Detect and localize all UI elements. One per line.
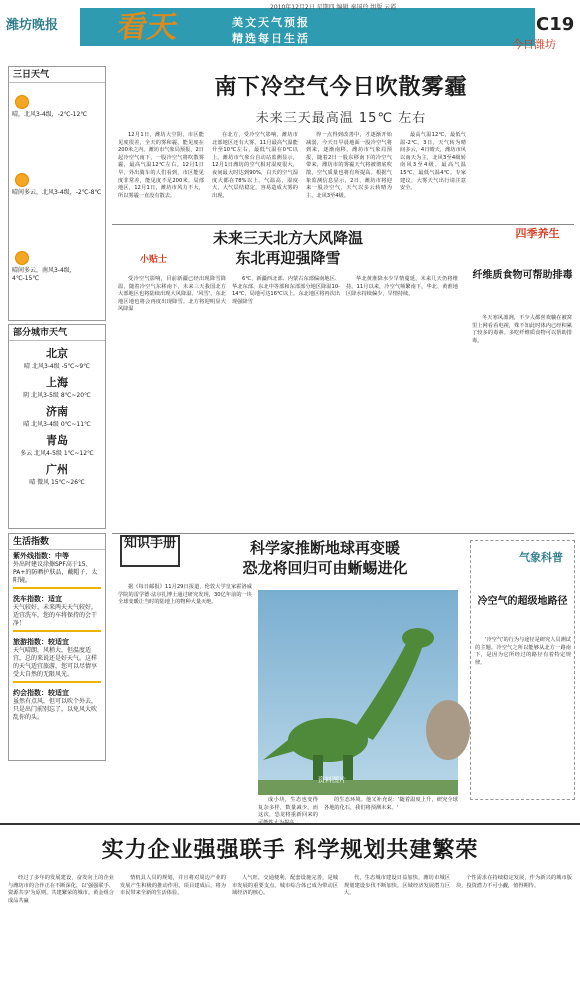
bottom-col-3: 人气旺，交通便利，配套设施完善，是城市发展的重要支点。城市综合体已成为带动区域经济的核心。 xyxy=(232,875,338,897)
dateline: 2010年12月2日 星期四 编辑 秦国玲 组版 云霞 xyxy=(270,4,397,11)
bottom-col-1: 经过了多年的发展建设，奋发向上的企业与潍坊市的合作正在不断深化，以'强强联手、资源共享'为原则，共建繁荣的城市。黄金组合成品共赢 xyxy=(8,875,114,904)
health-headline: 纤维质食物可帮助排毒 xyxy=(472,270,573,281)
sci-headline-block xyxy=(190,538,460,578)
sunny-cloudy-icon xyxy=(15,173,29,187)
sci-col-1: 据《每日邮报》11月29日报道，伦敦大学皇家霍洛威学院的雷学德·法尔扎博士通过研究发现，30亿年前的一块全球变暖让当时的陆地上的物种大量灭绝。 xyxy=(118,584,252,606)
bottom-headline: 实力企业强强联手 科学规划共建繁荣 xyxy=(101,838,479,863)
city-name: 广州 xyxy=(46,463,68,476)
main-subheadline: 未来三天最高温 15℃ 左右 xyxy=(255,111,427,126)
bottom-col-4: 代，生态城市建设日益加快，潍坊市城区规划建设步伐不断加快。区域经济发展潜力巨大。 xyxy=(344,875,450,897)
sunny-icon xyxy=(15,95,29,109)
wind-headline-block xyxy=(118,228,458,268)
wind-col-2: 6℃，新疆西北部、内蒙古东部偏南地区、华北东部、东北中等部和东部部分地区降温10-14℃，局地可达16℃以上。东北地区将再次出现强降雪 xyxy=(232,276,340,305)
day-3 xyxy=(9,239,105,309)
sunny-cloudy-icon xyxy=(15,251,29,265)
life-item: 洗车指数：适宜 天气较好，未来两天天气较好，适宜洗车，您的车将保持的会干净！ xyxy=(9,593,105,636)
photo-caption: 资料图片 xyxy=(318,776,346,784)
city-weather-text: 晴 北风3-4级 0℃~11℃ xyxy=(23,421,91,428)
city-weather-text: 阴 北风3-5级 8℃~20℃ xyxy=(23,392,91,399)
paper-logo: 潍坊晚报 xyxy=(6,18,59,33)
main-col-1: 12月1日，潍坊大空阴，市区能见度很差，全天的雾和霾，能见度在200米之内。潍坊市气象局预报，2日起冷空气南下，一股冷空气将吹散雾霾，最高气温12℃左右。12月1日早，外出骑车的人们看到，市区能见度非常差，能见度不足200米。局部地区，12月1日，潍坊市风力不大，所以雾霾一直没有散去。 xyxy=(118,132,204,199)
section-logo: 看天 xyxy=(115,10,180,45)
cold-air-headline: 冷空气的超级地路径 xyxy=(477,596,568,607)
city-weather-text: 多云 北风4-5级 1℃~12℃ xyxy=(20,450,94,457)
sci-headline-1: 科学家推断地球再变暖 xyxy=(249,539,400,557)
sci-col-3: 的生态环境。他又补充说：'随着温度上升，研究全球各地的化石，我们将预测未来。' xyxy=(324,797,458,811)
dinosaur-photo xyxy=(258,590,458,795)
city-name: 青岛 xyxy=(46,434,68,447)
main-headline: 南下冷空气今日吹散雾霾 xyxy=(214,75,468,100)
bottom-headline-block xyxy=(0,823,580,873)
life-item: 旅游指数：较适宜 天气晴朗，风稍大，但温度适宜，总的来说还是好天气。这样的天气适宜旅游，您可以尽情享受大自然的无限风光。 xyxy=(9,636,105,687)
sci-col-2: 成小块，生态也变得复杂多样，数量减少。而这次，恐龙将重新回来的可能性大为提高。 xyxy=(258,797,318,826)
three-day-weather xyxy=(8,66,106,321)
page-category: 今日潍坊 xyxy=(512,38,556,51)
life-item: 紫外线指数：中等 外出时建议涂擦SPF高于15、PA+的防晒护肤品，戴帽子、太阳镜。 xyxy=(9,550,105,593)
life-index-title: 生活指数 xyxy=(9,534,105,550)
health-body: 冬天寒风凛冽，不少人都喜欢躺在被窝里上网看看电视，殊不知此时体内已经积累了较多的毒素。多吃纤维质食物可以帮助排毒。 xyxy=(472,315,572,344)
header-tagline-1: 美文天气预报 xyxy=(232,16,310,29)
city-weather-text: 晴 微风 15℃~26℃ xyxy=(29,479,85,486)
header-tagline-2: 精选每日生活 xyxy=(232,32,310,45)
left-column xyxy=(8,66,106,761)
divider xyxy=(112,533,574,534)
health-kicker: 四季养生 xyxy=(515,227,560,240)
life-item: 约会指数：较适宜 虽然有点风，但可以吹个外去，只是出门前别忘了，以免风大吹乱你的头。 xyxy=(13,689,98,721)
knowledge-badge: 知识手册 xyxy=(120,535,180,567)
cold-air-body: '冷空气'的行为与途径是研究人员测试的主题。冷空气之所以能够从北方一路南下，是因为它所经过的路径有着特定规律。 xyxy=(475,637,571,666)
main-col-2: 在北方，受冷空气影响，潍坊市北部地区还有大雾。11月最高气温能升至10℃左右，最低气温在0℃以上。潍坊市气象台自动站监测显示，12月1日潍坊的空气相对湿度很大，夜间最大时达到90%，白天的空气湿度大都在78%以上。气温高，湿度大，大气层结稳定，容易造成大雾的出现。 xyxy=(212,132,298,199)
dinosaur-illustration xyxy=(258,590,458,795)
city-weather-title: 部分城市天气 xyxy=(9,325,105,341)
wind-col-3: 华北黄淮降水少旱情蔓延，未来几天仍将维持。11月以来，冷空气频繁南下，华北、黄淮地区降水持续偏少，旱情持续。 xyxy=(346,276,458,298)
wind-headline-1: 未来三天北方大风降温 xyxy=(212,229,363,247)
day-1 xyxy=(9,83,105,161)
city-name: 济南 xyxy=(46,405,68,418)
page-header xyxy=(0,0,580,58)
main-headline-block xyxy=(110,64,572,128)
city-name: 上海 xyxy=(46,376,68,389)
wind-headline-2: 东北再迎强降雪 xyxy=(235,249,341,267)
day-2 xyxy=(9,161,105,239)
weather-science-kicker: 气象科普 xyxy=(519,551,563,564)
day-2-desc: 晴间多云，北风3-4级，-2℃-8℃ xyxy=(12,189,102,196)
three-day-title: 三日天气 xyxy=(9,67,105,83)
main-col-4: 最高气温12℃，最低气温-2℃。3日，天气转为晴间多云，4日晴天，潍坊市风以南天为主，北风3至4级转南风3至4级，最高气温15℃，最低气温4℃。专家建议，大雾天气出行请注意安全。 xyxy=(400,132,466,192)
sci-headline-2: 恐龙将回归可由蜥蜴进化 xyxy=(242,559,408,577)
tip-kicker: 小贴士 xyxy=(140,255,168,265)
city-weather xyxy=(8,324,106,529)
city-weather-text: 晴 北风3-4级 -5℃~9℃ xyxy=(24,363,90,370)
main-col-3: 得一点得到改善中，才逐渐开始减弱，今天日早晨地面一股冷空气将到来，逐渐南移。潍坊市气象局预报，随着2日一股东移南下的冷空气带来，潍坊市的雾霾天气将被彻底吹散，空气质量也将有所提高。根据气象监测信息显示，2日，潍坊市将迎来一股冷空气，天气以多云转晴为主，北风3至4级。 xyxy=(306,132,392,199)
wind-col-1: 受冷空气影响，目前新疆已经出现降雪降温，随着冷空气东移南下，未来三天我国北方大部地区也将陆续出现大风降温、'风雪'，东北地区地也将会再度出现降雪。北方将迎明显大风降温 xyxy=(118,276,226,313)
city-name: 北京 xyxy=(46,347,68,360)
day-3-desc: 晴间多云，南风3-4级，4℃-15℃ xyxy=(12,267,76,282)
day-1-desc: 晴，北风3-4级，-2℃-12℃ xyxy=(12,111,88,118)
health-sidebar xyxy=(470,225,575,540)
page-number: C19 xyxy=(536,14,575,35)
bottom-col-2: 情机具人员的规划，并且将对周边产业的发展产生积极的推动作用。项目建成后，将为市民带来全新的生活体验。 xyxy=(120,875,226,897)
life-index xyxy=(8,533,106,761)
bottom-col-5: 个性需求在持续稳定发展，作为新兴的城市版块，投资潜力不可小觑，值得期待。 xyxy=(456,875,572,889)
weather-science-sidebar xyxy=(470,540,575,800)
